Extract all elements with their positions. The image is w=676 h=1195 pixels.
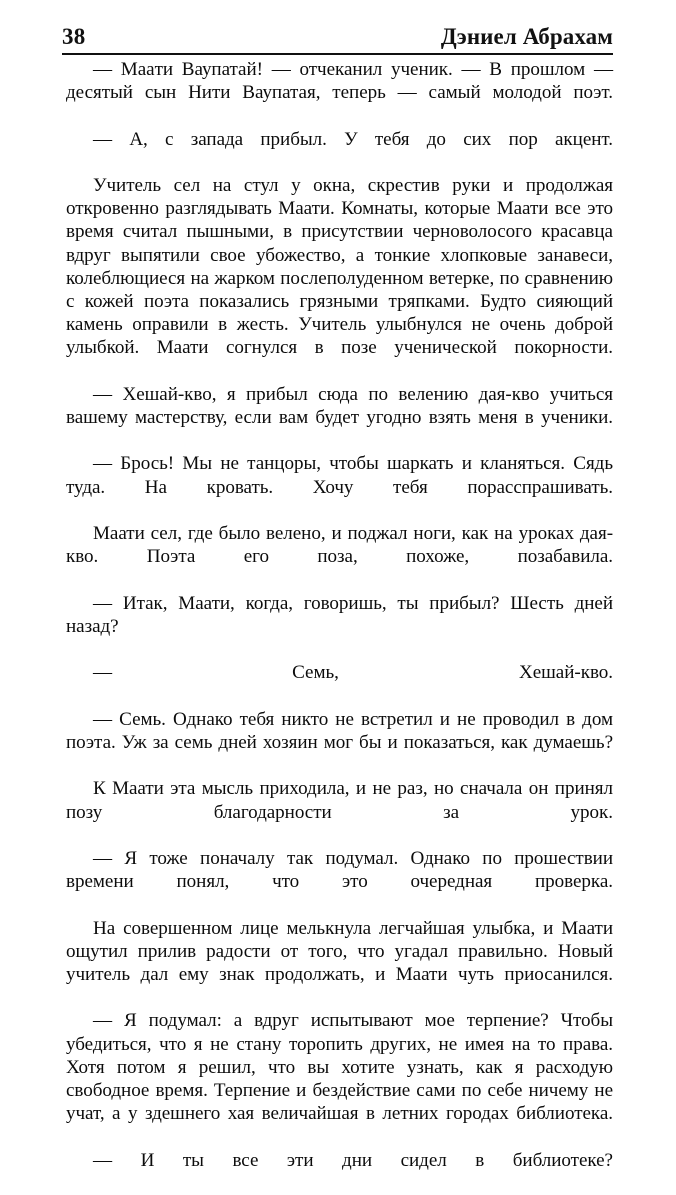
body-paragraph: — Итак, Маати, когда, говоришь, ты прибыл? Шесть дней назад?	[66, 592, 613, 637]
body-paragraph: — Хешай-кво, я прибыл сюда по велению дая-кво учиться вашему мастерству, если вам будет угодно взять меня в ученики.	[66, 383, 613, 429]
body-paragraph: — Брось! Мы не танцоры, чтобы шаркать и кланяться. Сядь туда. На кровать. Хочу тебя порасспрашивать.	[66, 453, 613, 498]
running-head	[62, 14, 613, 48]
body-paragraph: — Семь. Однако тебя никто не встретил и не проводил в дом поэта. Уж за семь дней хозяин мог бы и показаться, как думаешь?	[66, 708, 613, 753]
body-paragraph: К Маати эта мысль приходила, и не раз, но сначала он принял позу благодарности за урок.	[66, 778, 613, 823]
body-paragraph: — Мaaти Ваупатай! — отчеканил ученик. — В прошлом — десятый сын Нити Ваупатая, теперь — самый молодой поэт.	[66, 59, 613, 104]
body-paragraph: — Я подумал: а вдруг испытывают мое терпение? Чтобы убедиться, что я не стану торопить других, не имея на то права. Хотя потом я решил, что вы хотите узнать, как я расходую свободное время. Терпение и бездействие сами по себе ничему не учат, а у здешнего хая величайшая в летних городах библиотека.	[66, 1010, 613, 1125]
body-paragraph: Маати сел, где было велено, и поджал ноги, как на уроках дая-кво. Поэта его поза, похоже, позабавила.	[66, 523, 613, 568]
running-head-title: Дэниел Абрахам	[440, 24, 613, 49]
body-paragraph: — Семь, Хешай-кво.	[93, 662, 613, 684]
page-number: 38	[62, 24, 86, 49]
body-text-column	[66, 58, 613, 1195]
body-paragraph: — И ты все эти дни сидел в библиотеке?	[93, 1149, 613, 1171]
body-paragraph: — А, с запада прибыл. У тебя до сих пор акцент.	[93, 128, 613, 150]
body-paragraph: — Я тоже поначалу так подумал. Однако по прошествии времени понял, что это очередная проверка.	[66, 847, 613, 893]
header-divider-rule	[62, 53, 613, 55]
body-paragraph: На совершенном лице мелькнула легчайшая улыбка, и Маати ощутил прилив радости от того, что угадал правильно. Новый учитель дал ему знак продолжать, и Маати чуть приосанился.	[66, 917, 613, 985]
body-paragraph: Учитель сел на стул у окна, скрестив руки и продолжая откровенно разглядывать Маати. Комнаты, которые Маати все это время считал пышными, в присутствии черноволосого красавца вдруг выпятили свое убожество, а тонкие хлопковые занавеси, колеблющиеся на жарком послеполуденном ветерке, по сравнению с кожей поэта показались грязными тряпками. Будто сияющий камень оправили в жесть. Учитель улыбнулся не очень доброй улыбкой. Маати согнулся в позе ученической покорности.	[66, 175, 613, 359]
